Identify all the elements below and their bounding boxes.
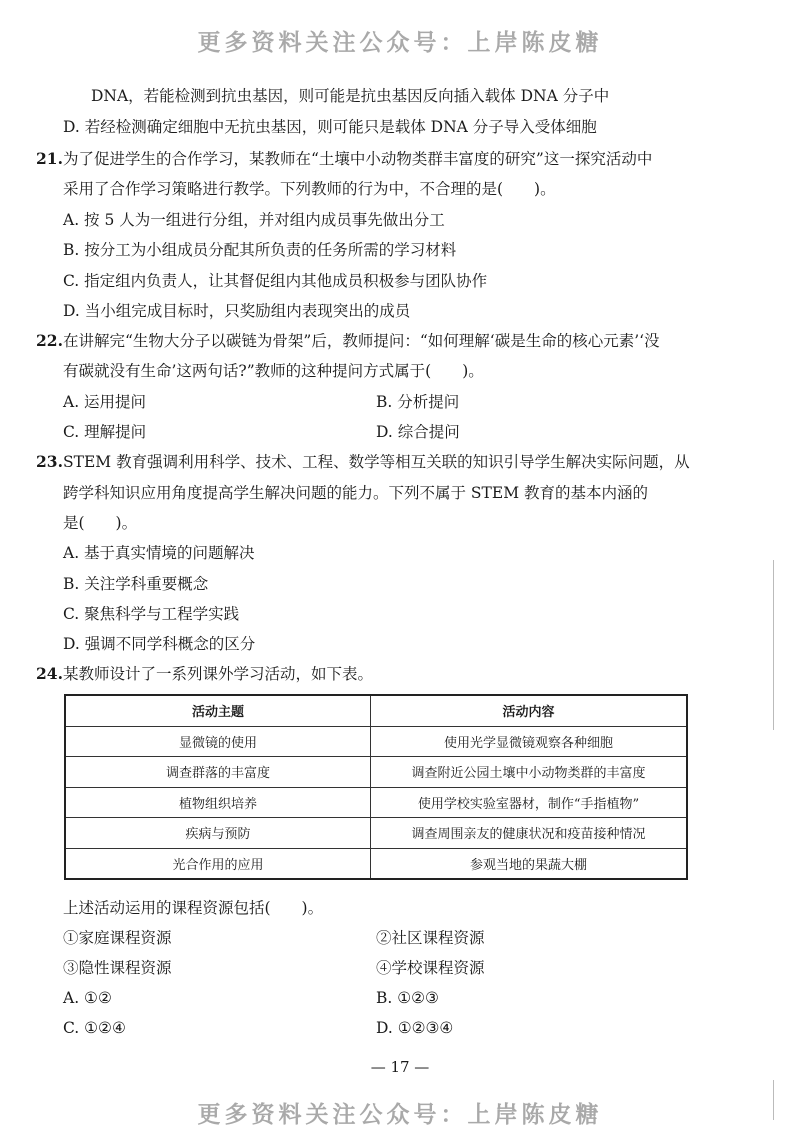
- table-row: [65, 848, 687, 879]
- page-number: — 17 —: [370, 1058, 430, 1076]
- q24-item-3: ③隐性课程资源: [63, 959, 172, 977]
- table-cell-topic: 光合作用的应用: [65, 848, 371, 879]
- q23-stem-line2: 跨学科知识应用角度提高学生解决问题的能力。下列不属于 STEM 教育的基本内涵的: [63, 484, 648, 502]
- q24-stem: 某教师设计了一系列课外学习活动，如下表。: [63, 665, 374, 683]
- watermark-top: 更多资料关注公众号：上岸陈皮糖: [197, 30, 603, 56]
- table-cell-content: 使用光学显微镜观察各种细胞: [371, 726, 688, 757]
- q24-number: 24.: [36, 664, 63, 683]
- q24-option-c: C. ①②④: [63, 1019, 126, 1037]
- scan-artifact: [773, 1080, 774, 1120]
- table-row: [65, 726, 687, 757]
- q20-continuation-line: DNA，若能检测到抗虫基因，则可能是抗虫基因反向插入载体 DNA 分子中: [91, 87, 610, 105]
- table-cell-topic: 疾病与预防: [65, 818, 371, 849]
- q23-option-a: A. 基于真实情境的问题解决: [63, 544, 255, 562]
- q22-stem-line2: 有碳就没有生命’这两句话?”教师的这种提问方式属于( )。: [63, 362, 484, 380]
- q21-option-c: C. 指定组内负责人，让其督促组内其他成员积极参与团队协作: [63, 272, 488, 290]
- q23-option-d: D. 强调不同学科概念的区分: [63, 635, 256, 653]
- q21-option-d: D. 当小组完成目标时，只奖励组内表现突出的成员: [63, 302, 411, 320]
- q24-question: 上述活动运用的课程资源包括( )。: [63, 899, 324, 917]
- q20-option-d: D. 若经检测确定细胞中无抗虫基因，则可能只是载体 DNA 分子导入受体细胞: [63, 118, 597, 136]
- q23-stem-line3: 是( )。: [63, 514, 138, 532]
- q24-item-1: ①家庭课程资源: [63, 929, 172, 947]
- table-cell-content: 调查周围亲友的健康状况和疫苗接种情况: [371, 818, 688, 849]
- table-header-row: [65, 695, 687, 726]
- table-header-content: 活动内容: [371, 695, 688, 726]
- q21-stem-line2: 采用了合作学习策略进行教学。下列教师的行为中，不合理的是( )。: [63, 180, 556, 198]
- q21-option-a: A. 按 5 人为一组进行分组，并对组内成员事先做出分工: [63, 211, 445, 229]
- q24-option-b: B. ①②③: [376, 989, 439, 1007]
- q22-number: 22.: [36, 331, 63, 350]
- q24-item-4: ④学校课程资源: [376, 959, 485, 977]
- table-row: [65, 787, 687, 818]
- q21-number: 21.: [36, 149, 63, 168]
- table-cell-content: 参观当地的果蔬大棚: [371, 848, 688, 879]
- q23-option-b: B. 关注学科重要概念: [63, 575, 209, 593]
- activity-table: [64, 694, 688, 880]
- q24-option-d: D. ①②③④: [376, 1019, 454, 1037]
- table-cell-topic: 调查群落的丰富度: [65, 757, 371, 788]
- watermark-bottom: 更多资料关注公众号：上岸陈皮糖: [197, 1102, 603, 1128]
- table-row: [65, 818, 687, 849]
- table-cell-topic: 植物组织培养: [65, 787, 371, 818]
- q21-stem-line1: 为了促进学生的合作学习，某教师在“土壤中小动物类群丰富度的研究”这一探究活动中: [63, 150, 653, 168]
- table-header-topic: 活动主题: [65, 695, 371, 726]
- table-row: [65, 757, 687, 788]
- q22-option-b: B. 分析提问: [376, 393, 460, 411]
- q21-option-b: B. 按分工为小组成员分配其所负责的任务所需的学习材料: [63, 241, 457, 259]
- q22-option-a: A. 运用提问: [63, 393, 147, 411]
- q23-option-c: C. 聚焦科学与工程学实践: [63, 605, 240, 623]
- table-cell-content: 调查附近公园土壤中小动物类群的丰富度: [371, 757, 688, 788]
- q22-option-d: D. 综合提问: [376, 423, 460, 441]
- table-cell-topic: 显微镜的使用: [65, 726, 371, 757]
- q22-stem-line1: 在讲解完“生物大分子以碳链为骨架”后，教师提问：“如何理解‘碳是生命的核心元素’‘没: [63, 332, 660, 350]
- scan-artifact: [773, 560, 774, 730]
- q23-number: 23.: [36, 452, 63, 471]
- q24-item-2: ②社区课程资源: [376, 929, 485, 947]
- q24-option-a: A. ①②: [63, 989, 112, 1007]
- q22-option-c: C. 理解提问: [63, 423, 147, 441]
- table-cell-content: 使用学校实验室器材，制作“手指植物”: [371, 787, 688, 818]
- q23-stem-line1: STEM 教育强调利用科学、技术、工程、数学等相互关联的知识引导学生解决实际问题，从: [63, 453, 690, 471]
